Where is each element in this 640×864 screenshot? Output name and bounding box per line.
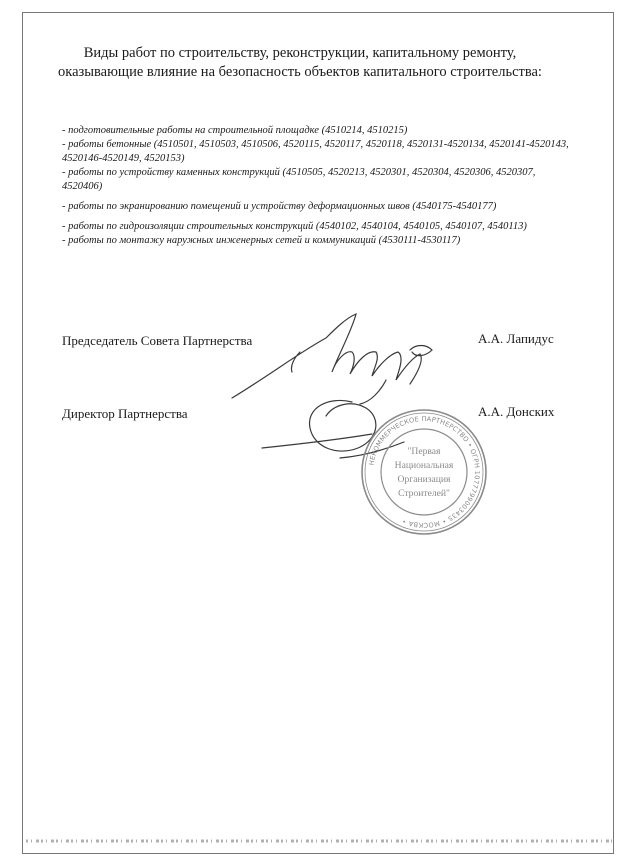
heading-line-1: Виды работ по строительству, реконструкции, капитальному ремонту, bbox=[83, 45, 517, 61]
svg-text:НЕКОММЕРЧЕСКОЕ ПАРТНЕРСТВО • О bbox=[367, 415, 481, 529]
scan-edge-noise bbox=[26, 836, 612, 846]
stamp-seal bbox=[360, 408, 488, 536]
chairman-name: А.А. Лапидус bbox=[478, 331, 554, 346]
document-heading bbox=[50, 44, 550, 82]
works-list-item: - работы по экранированию помещений и устройству деформационных швов (4540175-4540177) bbox=[62, 201, 497, 212]
works-list bbox=[62, 124, 572, 248]
organization-stamp bbox=[360, 408, 488, 536]
works-list-item: - работы по гидроизоляции строительных конструкций (4540102, 4540104, 4540105, 4540107, 4540113) bbox=[62, 221, 527, 232]
stamp-center-line: Организация bbox=[397, 474, 451, 485]
works-list-item: - подготовительные работы на строительной площадке (4510214, 4510215) bbox=[62, 125, 408, 136]
stamp-center-line: Строителей" bbox=[398, 488, 450, 499]
heading-line-2: оказывающие влияние на безопасность объектов капитального строительства: bbox=[58, 64, 542, 80]
works-list-item: - работы по монтажу наружных инженерных сетей и коммуникаций (4530111-4530117) bbox=[62, 235, 461, 246]
stamp-ring-text: НЕКОММЕРЧЕСКОЕ ПАРТНЕРСТВО • ОГРН 1077799003435 • МОСКВА • bbox=[367, 414, 482, 530]
stamp-center-line: "Первая bbox=[407, 446, 441, 457]
director-title: Директор Партнерства bbox=[62, 406, 188, 421]
works-list-item: - работы по устройству каменных конструкций (4510505, 4520213, 4520301, 4520304, 4520306, 4520307, 4520406) bbox=[62, 167, 536, 192]
chairman-title: Председатель Совета Партнерства bbox=[62, 333, 253, 348]
stamp-center-line: Национальная bbox=[394, 460, 454, 471]
director-name: А.А. Донских bbox=[478, 404, 555, 419]
works-list-item: - работы бетонные (4510501, 4510503, 4510506, 4520115, 4520117, 4520118, 4520131-4520134, 4520141-4520143, 4520146-4520149, 4520153) bbox=[62, 139, 569, 164]
